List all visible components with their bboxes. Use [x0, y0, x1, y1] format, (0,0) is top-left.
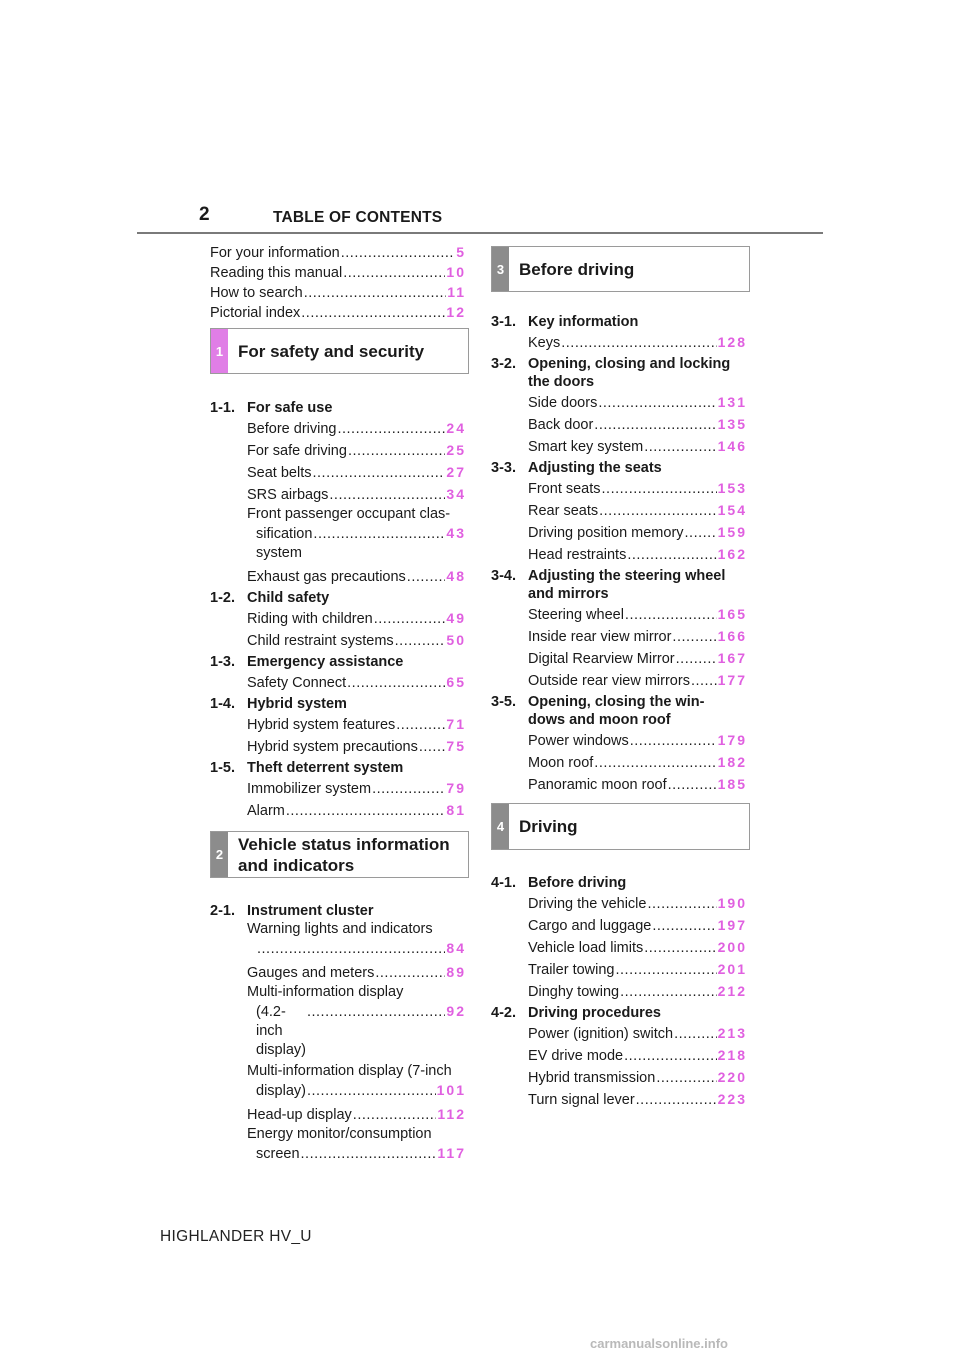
toc-entry[interactable] [528, 1088, 747, 1110]
toc-entry[interactable] [247, 983, 466, 1060]
section-number: 1-3. [210, 654, 235, 670]
section-2-1 [210, 902, 466, 1164]
entry-label-cont: sification system [256, 526, 313, 561]
page-link[interactable]: 128 [717, 334, 747, 350]
dot-leader [561, 332, 716, 354]
toc-entry[interactable] [247, 461, 466, 483]
page-link[interactable]: 179 [717, 732, 747, 748]
toc-entry[interactable] [247, 961, 466, 983]
entry-label: Multi-information display (7-inch [247, 1063, 452, 1079]
entry-label: Energy monitor/consumption [247, 1126, 432, 1142]
section-heading[interactable] [491, 693, 747, 729]
dot-leader [372, 778, 445, 800]
watermark: carmanualsonline.info [590, 1336, 728, 1351]
toc-entry[interactable] [247, 1062, 466, 1101]
toc-entry[interactable] [247, 1103, 466, 1125]
section-number: 2-1. [210, 903, 235, 919]
page-link[interactable]: 131 [717, 394, 747, 410]
entry-label: Pictorial index [210, 305, 301, 321]
entry-label: Driving the vehicle [528, 896, 647, 912]
intro-list [210, 243, 466, 323]
entry-label: How to search [210, 285, 303, 301]
dot-leader [625, 604, 717, 626]
section-3-4 [491, 567, 747, 691]
entry-label-cont: display) [256, 1083, 306, 1099]
toc-entry[interactable] [528, 413, 747, 435]
entry-label: Smart key system [528, 439, 644, 455]
dot-leader [656, 1067, 716, 1089]
page-link[interactable]: 89 [446, 964, 466, 980]
toc-entry[interactable] [528, 1066, 747, 1088]
entry-label: Exhaust gas precautions [247, 569, 406, 585]
dot-leader [337, 418, 445, 440]
dot-leader [676, 648, 717, 670]
section-number: 3-3. [491, 460, 516, 476]
entry-label: Front passenger occupant clas- [247, 506, 451, 522]
section-heading[interactable] [491, 874, 747, 892]
dot-leader [301, 1145, 437, 1164]
footer-model: HIGHLANDER HV_U [160, 1228, 312, 1245]
dot-leader [396, 714, 445, 736]
page-link[interactable]: 92 [446, 1003, 466, 1019]
dot-leader [307, 1082, 436, 1101]
page-link[interactable]: 190 [717, 895, 747, 911]
dot-leader [343, 264, 445, 282]
chapter-tab: 4 [492, 804, 509, 849]
dot-leader [257, 940, 445, 959]
dot-leader [313, 462, 446, 484]
page-link[interactable]: 201 [717, 961, 747, 977]
page-link[interactable]: 79 [446, 780, 466, 796]
toc-entry[interactable] [528, 892, 747, 914]
page-link[interactable]: 34 [446, 486, 466, 502]
toc-entry[interactable] [528, 669, 747, 691]
page-link[interactable]: 117 [437, 1145, 466, 1161]
entry-label: Power windows [528, 733, 629, 749]
section-1-4 [210, 695, 466, 757]
section-4-1 [491, 874, 747, 1002]
entry-label: Steering wheel [528, 607, 624, 623]
page-link[interactable]: 223 [717, 1091, 747, 1107]
entry-label: Multi-information display [247, 984, 404, 1000]
toc-entry[interactable] [528, 647, 747, 669]
entry-label: Dinghy towing [528, 984, 620, 1000]
toc-entry[interactable] [210, 263, 466, 283]
chapter-title [228, 832, 450, 877]
dot-leader [644, 436, 716, 458]
entry-label: Hybrid transmission [528, 1070, 656, 1086]
entry-label: Driving position memory [528, 525, 684, 541]
section-number: 1-2. [210, 590, 235, 606]
section-name-cont: and mirrors [528, 586, 609, 602]
dot-leader [329, 484, 445, 506]
section-number: 1-1. [210, 400, 235, 416]
toc-entry[interactable] [528, 521, 747, 543]
entry-label: Before driving [247, 421, 337, 437]
chapter-tab: 2 [211, 832, 228, 877]
toc-entry[interactable] [528, 477, 747, 499]
toc-entry[interactable] [528, 625, 747, 647]
entry-label: Back door [528, 417, 594, 433]
entry-label: Side doors [528, 395, 598, 411]
dot-leader [691, 670, 717, 692]
page-link[interactable]: 153 [717, 480, 747, 496]
page-link[interactable]: 25 [446, 442, 466, 458]
toc-entry[interactable] [528, 773, 747, 795]
toc-entry[interactable] [247, 505, 466, 563]
page-link[interactable]: 177 [717, 672, 747, 688]
section-name-cont: dows and moon roof [528, 712, 671, 728]
section-number: 3-5. [491, 694, 516, 710]
entry-label: Trailer towing [528, 962, 615, 978]
section-heading[interactable] [210, 653, 466, 671]
section-3-3 [491, 459, 747, 565]
section-1-1 [210, 399, 466, 587]
entry-label: Outside rear view mirrors [528, 673, 690, 689]
page-link[interactable]: 154 [717, 502, 747, 518]
section-heading[interactable] [210, 902, 466, 920]
toc-entry[interactable] [247, 920, 466, 959]
toc-entry[interactable] [528, 914, 747, 936]
toc-entry[interactable] [210, 303, 466, 323]
page-link[interactable]: 159 [717, 524, 747, 540]
entry-label: Reading this manual [210, 265, 343, 281]
section-1-3 [210, 653, 466, 693]
dot-leader [685, 522, 717, 544]
section-number: 3-1. [491, 314, 516, 330]
section-heading[interactable] [491, 567, 747, 603]
toc-entry[interactable] [247, 777, 466, 799]
chapter-title: Driving [519, 817, 578, 836]
section-number: 1-5. [210, 760, 235, 776]
section-3-1 [491, 313, 747, 353]
toc-entry[interactable] [528, 603, 747, 625]
dot-leader [374, 608, 446, 630]
entry-label: Seat belts [247, 465, 312, 481]
section-3-5 [491, 693, 747, 795]
chapter-title: For safety and security [238, 341, 425, 361]
dot-leader [419, 736, 446, 758]
entry-label: Alarm [247, 803, 285, 819]
toc-entry[interactable] [528, 391, 747, 413]
chapter-tab: 1 [211, 329, 228, 373]
entry-label: For safe driving [247, 443, 347, 459]
dot-leader [307, 1003, 445, 1022]
dot-leader [652, 915, 716, 937]
page-link[interactable]: 200 [717, 939, 747, 955]
section-3-2 [491, 355, 747, 457]
dot-leader [616, 959, 717, 981]
toc-entry[interactable] [528, 435, 747, 457]
section-number: 3-4. [491, 568, 516, 584]
page-link[interactable]: 24 [446, 420, 466, 436]
section-heading[interactable] [491, 1004, 747, 1022]
chapter-3-header[interactable] [491, 246, 750, 292]
dot-leader [353, 1104, 437, 1126]
entry-label: Immobilizer system [247, 781, 372, 797]
page-link[interactable]: 27 [446, 464, 466, 480]
dot-leader [347, 672, 445, 694]
toc-entry[interactable] [528, 499, 747, 521]
dot-leader [599, 500, 717, 522]
section-heading[interactable] [210, 695, 466, 713]
entry-label: Moon roof [528, 755, 594, 771]
dot-leader [301, 304, 445, 322]
page-link[interactable]: 75 [446, 738, 466, 754]
section-name: Child safety [247, 590, 330, 606]
dot-leader [407, 566, 446, 588]
section-name: Key information [528, 314, 639, 330]
page-link[interactable]: 65 [446, 674, 466, 690]
page-link[interactable]: 218 [717, 1047, 747, 1063]
page-link[interactable]: 5 [456, 244, 466, 260]
entry-label: Gauges and meters [247, 965, 375, 981]
section-name: For safe use [247, 400, 333, 416]
entry-label: SRS airbags [247, 487, 329, 503]
entry-label-cont: screen [256, 1146, 300, 1162]
page-link[interactable]: 11 [447, 284, 466, 300]
dot-leader [598, 392, 716, 414]
page-link[interactable]: 12 [446, 304, 466, 320]
dot-leader [594, 752, 716, 774]
section-name: Theft deterrent system [247, 760, 404, 776]
entry-label: Keys [528, 335, 561, 351]
toc-entry[interactable] [528, 936, 747, 958]
chapter-title-line2: and indicators [238, 855, 355, 875]
header-divider [137, 232, 823, 234]
dot-leader [620, 981, 717, 1003]
dot-leader [674, 1023, 717, 1045]
dot-leader [602, 478, 717, 500]
toc-entry[interactable] [247, 417, 466, 439]
page-link[interactable]: 81 [446, 802, 466, 818]
toc-entry[interactable] [528, 751, 747, 773]
page-link[interactable]: 162 [717, 546, 747, 562]
section-heading[interactable] [491, 355, 747, 391]
page-link[interactable]: 135 [717, 416, 747, 432]
section-name-cont: the doors [528, 374, 595, 390]
toc-entry[interactable] [528, 1022, 747, 1044]
entry-label: Inside rear view mirror [528, 629, 672, 645]
page-link[interactable]: 212 [717, 983, 747, 999]
entry-label: For your information [210, 245, 340, 261]
toc-entry[interactable] [247, 629, 466, 651]
toc-entry[interactable] [247, 799, 466, 821]
page-link[interactable]: 185 [717, 776, 747, 792]
section-name: Adjusting the seats [528, 460, 662, 476]
section-number: 4-2. [491, 1005, 516, 1021]
section-name: Adjusting the steering wheel [528, 568, 726, 584]
entry-label: Head restraints [528, 547, 627, 563]
toc-right-column [491, 246, 747, 1110]
section-number: 4-1. [491, 875, 516, 891]
dot-leader [627, 544, 716, 566]
entry-label-cont: (4.2-inch display) [256, 1004, 306, 1058]
toc-entry[interactable] [528, 331, 747, 353]
toc-entry[interactable] [247, 607, 466, 629]
section-name: Emergency assistance [247, 654, 404, 670]
toc-entry[interactable] [528, 958, 747, 980]
page-link[interactable]: 167 [717, 650, 747, 666]
toc-entry[interactable] [528, 543, 747, 565]
toc-left-column [210, 243, 466, 1166]
entry-label: Safety Connect [247, 675, 347, 691]
toc-entry[interactable] [528, 980, 747, 1002]
chapter-tab: 3 [492, 247, 509, 291]
entry-label: Hybrid system features [247, 717, 396, 733]
page-link[interactable]: 43 [446, 525, 466, 541]
dot-leader [624, 1045, 717, 1067]
dot-leader [594, 414, 716, 436]
page-link[interactable]: 165 [717, 606, 747, 622]
toc-entry[interactable] [247, 671, 466, 693]
chapter-4-header[interactable] [491, 803, 750, 850]
section-name: Hybrid system [247, 696, 347, 712]
page-link[interactable]: 182 [717, 754, 747, 770]
toc-entry[interactable] [247, 439, 466, 461]
toc-entry[interactable] [210, 283, 466, 303]
dot-leader [630, 730, 717, 752]
section-number: 3-2. [491, 356, 516, 372]
entry-label: Head-up display [247, 1107, 352, 1123]
dot-leader [647, 893, 716, 915]
section-name: Driving procedures [528, 1005, 661, 1021]
section-heading[interactable] [210, 399, 466, 417]
dot-leader [395, 630, 446, 652]
dot-leader [304, 284, 447, 302]
toc-entry[interactable] [528, 729, 747, 751]
entry-label: Hybrid system precautions [247, 739, 418, 755]
page-link[interactable]: 146 [717, 438, 747, 454]
page-link[interactable]: 48 [446, 568, 466, 584]
page-link[interactable]: 50 [446, 632, 466, 648]
section-heading[interactable] [491, 313, 747, 331]
entry-label: Riding with children [247, 611, 373, 627]
page-link[interactable]: 10 [446, 264, 466, 280]
entry-label: Child restraint systems [247, 633, 394, 649]
toc-entry[interactable] [247, 713, 466, 735]
entry-label: Digital Rearview Mirror [528, 651, 675, 667]
section-name: Before driving [528, 875, 627, 891]
entry-label: EV drive mode [528, 1048, 624, 1064]
page-link[interactable]: 213 [717, 1025, 747, 1041]
section-name: Instrument cluster [247, 903, 374, 919]
toc-entry[interactable] [247, 483, 466, 505]
entry-label: Power (ignition) switch [528, 1026, 674, 1042]
page-link[interactable]: 166 [717, 628, 747, 644]
page-number: 2 [199, 204, 210, 225]
page-link[interactable]: 220 [717, 1069, 747, 1085]
dot-leader [644, 937, 716, 959]
entry-label: Panoramic moon roof [528, 777, 667, 793]
chapter-title: Before driving [519, 259, 635, 279]
dot-leader [286, 800, 446, 822]
toc-entry[interactable] [528, 1044, 747, 1066]
section-1-5 [210, 759, 466, 821]
dot-leader [313, 525, 445, 544]
section-heading[interactable] [210, 759, 466, 777]
page-link[interactable]: 84 [446, 940, 466, 956]
section-number: 1-4. [210, 696, 235, 712]
toc-entry[interactable] [247, 1125, 466, 1164]
section-4-2 [491, 1004, 747, 1110]
section-1-2 [210, 589, 466, 651]
dot-leader [375, 962, 445, 984]
section-heading[interactable] [210, 589, 466, 607]
page-link[interactable]: 197 [717, 917, 747, 933]
entry-label: Warning lights and indicators [247, 921, 433, 937]
dot-leader [348, 440, 445, 462]
chapter-2-header[interactable] [210, 831, 469, 878]
chapter-1-header[interactable] [210, 328, 469, 374]
section-name: Opening, closing and locking [528, 356, 731, 372]
page-link[interactable]: 101 [436, 1082, 466, 1098]
page-title: TABLE OF CONTENTS [273, 209, 443, 226]
toc-entry[interactable] [247, 565, 466, 587]
dot-leader [672, 626, 716, 648]
toc-entry[interactable] [247, 735, 466, 757]
dot-leader [636, 1089, 717, 1111]
dot-leader [341, 244, 455, 262]
section-name: Opening, closing the win- [528, 694, 705, 710]
page-link[interactable]: 112 [437, 1106, 466, 1122]
entry-label: Cargo and luggage [528, 918, 652, 934]
entry-label: Front seats [528, 481, 601, 497]
section-heading[interactable] [491, 459, 747, 477]
chapter-title-line1: Vehicle status information [238, 834, 450, 854]
toc-entry[interactable] [210, 243, 466, 263]
page-link[interactable]: 49 [446, 610, 466, 626]
dot-leader [668, 774, 717, 796]
entry-label: Vehicle load limits [528, 940, 644, 956]
entry-label: Turn signal lever [528, 1092, 635, 1108]
page-link[interactable]: 71 [446, 716, 466, 732]
entry-label: Rear seats [528, 503, 599, 519]
